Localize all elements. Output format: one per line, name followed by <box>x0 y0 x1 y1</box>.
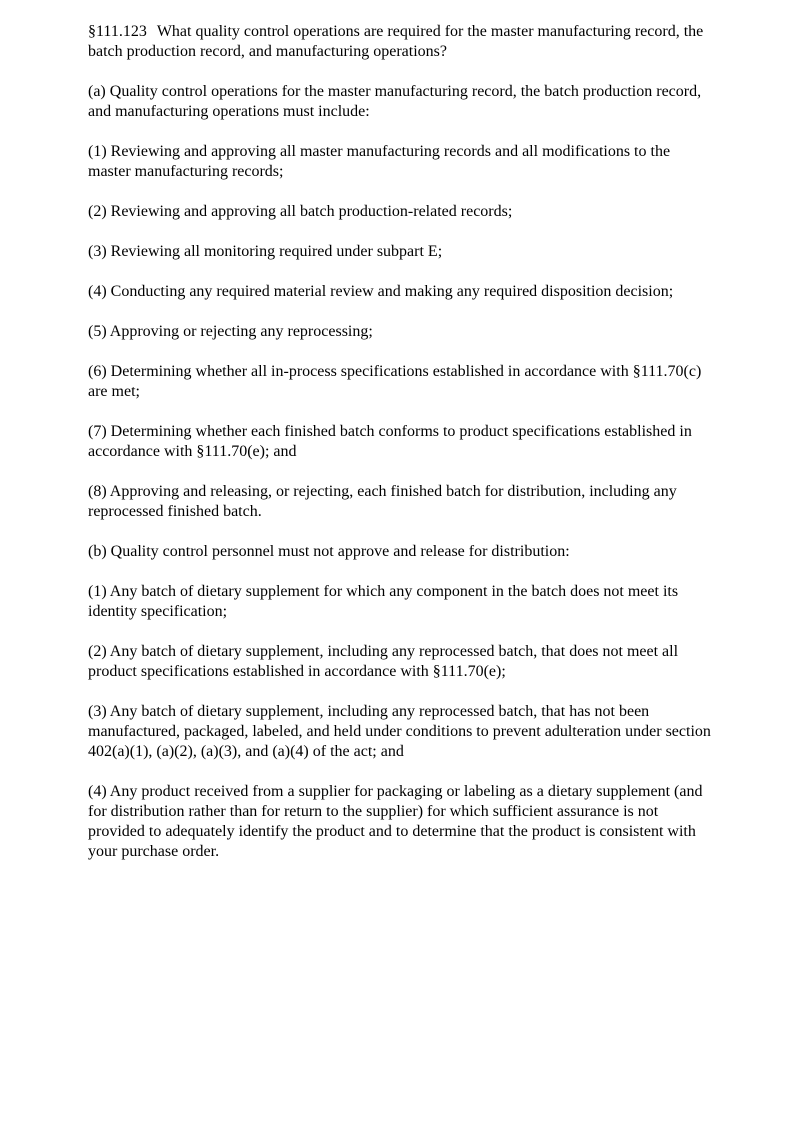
section-number: §111.123 <box>88 23 147 40</box>
paragraph-a1: (1) Reviewing and approving all master manufacturing records and all modifications to the master manufacturing records; <box>88 143 671 180</box>
paragraph-b2: (2) Any batch of dietary supplement, including any reprocessed batch, that does not meet all product specifications established in accordance with §111.70(e); <box>88 643 679 680</box>
section-title: What quality control operations are required for the master manufacturing record, the batch production record, and manufacturing operations? <box>88 23 704 60</box>
paragraph-a: (a) Quality control operations for the master manufacturing record, the batch production record, and manufacturing operations must include: <box>88 83 702 120</box>
paragraph-b1: (1) Any batch of dietary supplement for which any component in the batch does not meet its identity specification; <box>88 583 679 620</box>
paragraph-a2: (2) Reviewing and approving all batch production-related records; <box>88 203 513 220</box>
paragraph-b3: (3) Any batch of dietary supplement, including any reprocessed batch, that has not been manufactured, packaged, labeled, and held under conditions to prevent adulteration under section 402(a)(1), (a)(2), (a)(3), and (a)(4) of the act; and <box>88 703 711 760</box>
paragraph-b4: (4) Any product received from a supplier for packaging or labeling as a dietary supplement (and for distribution rather than for return to the supplier) for which sufficient assurance is not provided to adequately identify the product and to determine that the product is consistent with your purchase order. <box>88 783 703 860</box>
paragraph-a3: (3) Reviewing all monitoring required under subpart E; <box>88 243 443 260</box>
paragraph-b: (b) Quality control personnel must not approve and release for distribution: <box>88 543 570 560</box>
document-page <box>88 22 714 882</box>
paragraph-a8: (8) Approving and releasing, or rejecting, each finished batch for distribution, including any reprocessed finished batch. <box>88 483 677 520</box>
section-heading <box>88 22 714 62</box>
paragraph-a6: (6) Determining whether all in-process specifications established in accordance with §111.70(c) are met; <box>88 363 702 400</box>
paragraph-a7: (7) Determining whether each finished batch conforms to product specifications established in accordance with §111.70(e); and <box>88 423 692 460</box>
paragraph-a4: (4) Conducting any required material review and making any required disposition decision; <box>88 283 674 300</box>
paragraph-a5: (5) Approving or rejecting any reprocessing; <box>88 323 373 340</box>
